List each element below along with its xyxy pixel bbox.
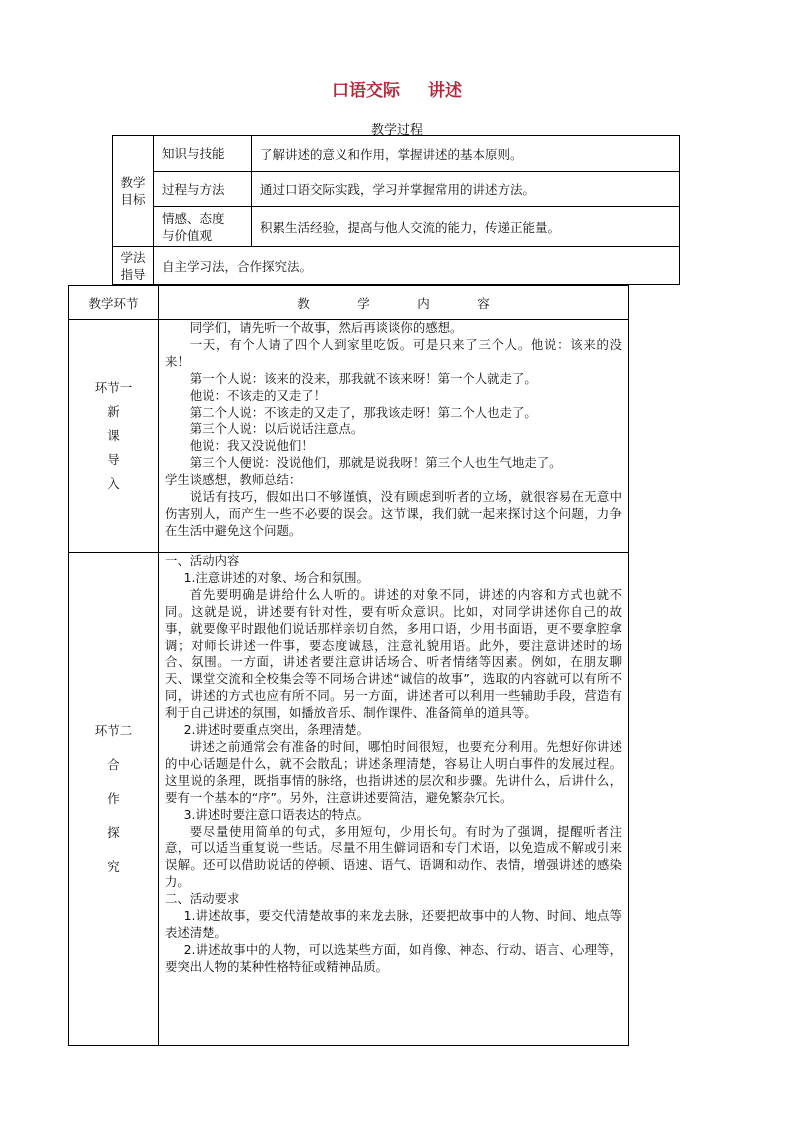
process-table xyxy=(68,285,629,1046)
objectives-group-label: 教学 目标 xyxy=(113,136,154,247)
header-stage: 教学环节 xyxy=(69,286,159,320)
method-label: 学法 指导 xyxy=(113,247,154,285)
stage1-label: 环节一 新 课 导 入 xyxy=(69,320,159,553)
objectives-table xyxy=(112,135,680,285)
objective-category: 情感、态度 与价值观 xyxy=(154,207,252,247)
stage1-content: 同学们，请先听一个故事，然后再谈谈你的感想。 一天，有个人请了四个人到家里吃饭。可是只来了三个人。他说：该来的没来！ 第一个人说：该来的没来，那我就不该来呀！第一个人就走了。 他说：不该走的又走了！ 第二个人说：不该走的又走了，那我该走呀！第二个人也走了。 第三个人说：以后说话注意点。 他说：我又没说他们！ 第三个人便说：没说他们，那就是说我呀！第三个人也生气地走了。 学生谈感想，教师总结： 说话有技巧，假如出口不够谨慎，没有顾虑到听者的立场，就很容易在无意中伤害别人，而产生一些不必要的误会。这节课，我们就一起来探讨这个问题，力争在生活中避免这个问题。 xyxy=(159,320,629,553)
objective-category: 过程与方法 xyxy=(154,172,252,207)
stage2-content: 一、活动内容 1.注意讲述的对象、场合和氛围。 首先要明确是讲给什么人听的。讲述的对象不同，讲述的内容和方式也就不同。这就是说，讲述要有针对性，要有听众意识。比如，对同学讲述你自己的故事，就要像平时跟他们说话那样亲切自然，多用口语，少用书面语，更不要拿腔拿调；对师长讲述一件事，要态度诚恳，注意礼貌用语。此外，要注意讲述时的场合、氛围。一方面，讲述者要注意讲话场合、听者情绪等因素。例如，在朋友聊天、课堂交流和全校集会等不同场合讲述“诚信的故事”，选取的内容就可以有所不同，讲述的方式也应有所不同。另一方面，讲述者可以利用一些辅助手段，营造有利于自己讲述的氛围，如播放音乐、制作课件、准备简单的道具等。 2.讲述时要重点突出，条理清楚。 讲述之前通常会有准备的时间，哪怕时间很短，也要充分利用。先想好你讲述的中心话题是什么，就不会散乱；讲述条理清楚，容易让人明白事件的发展过程。这里说的条理，既指事情的脉络，也指讲述的层次和步骤。先讲什么，后讲什么，要有一个基本的“序”。另外，注意讲述要简洁，避免繁杂冗长。 3.讲述时要注意口语表达的特点。 要尽量使用简单的句式，多用短句，少用长句。有时为了强调，提醒听者注意，可以适当重复说一些话。尽量不用生僻词语和专门术语，以免造成不解或引来误解。还可以借助说话的停顿、语速、语气、语调和动作、表情，增强讲述的感染力。 二、活动要求 1.讲述故事，要交代清楚故事的来龙去脉，还要把故事中的人物、时间、地点等表述清楚。 2.讲述故事中的人物，可以选某些方面，如肖像、神态、行动、语言、心理等，要突出人物的某种性格特征或精神品质。 xyxy=(159,553,629,1046)
title-part1: 口语交际 xyxy=(332,81,400,101)
title-part2: 讲述 xyxy=(428,81,462,101)
document-subtitle: 教学过程 xyxy=(370,123,423,138)
objective-text: 了解讲述的意义和作用，掌握讲述的基本原则。 xyxy=(252,136,680,172)
stage2-label: 环节二 合 作 探 究 xyxy=(69,553,159,1046)
header-content: 教 学 内 容 xyxy=(159,286,629,320)
method-text: 自主学习法，合作探究法。 xyxy=(154,247,680,285)
objective-text: 积累生活经验，提高与他人交流的能力，传递正能量。 xyxy=(252,207,680,247)
document-title xyxy=(0,76,794,101)
objective-category: 知识与技能 xyxy=(154,136,252,172)
objective-text: 通过口语交际实践，学习并掌握常用的讲述方法。 xyxy=(252,172,680,207)
